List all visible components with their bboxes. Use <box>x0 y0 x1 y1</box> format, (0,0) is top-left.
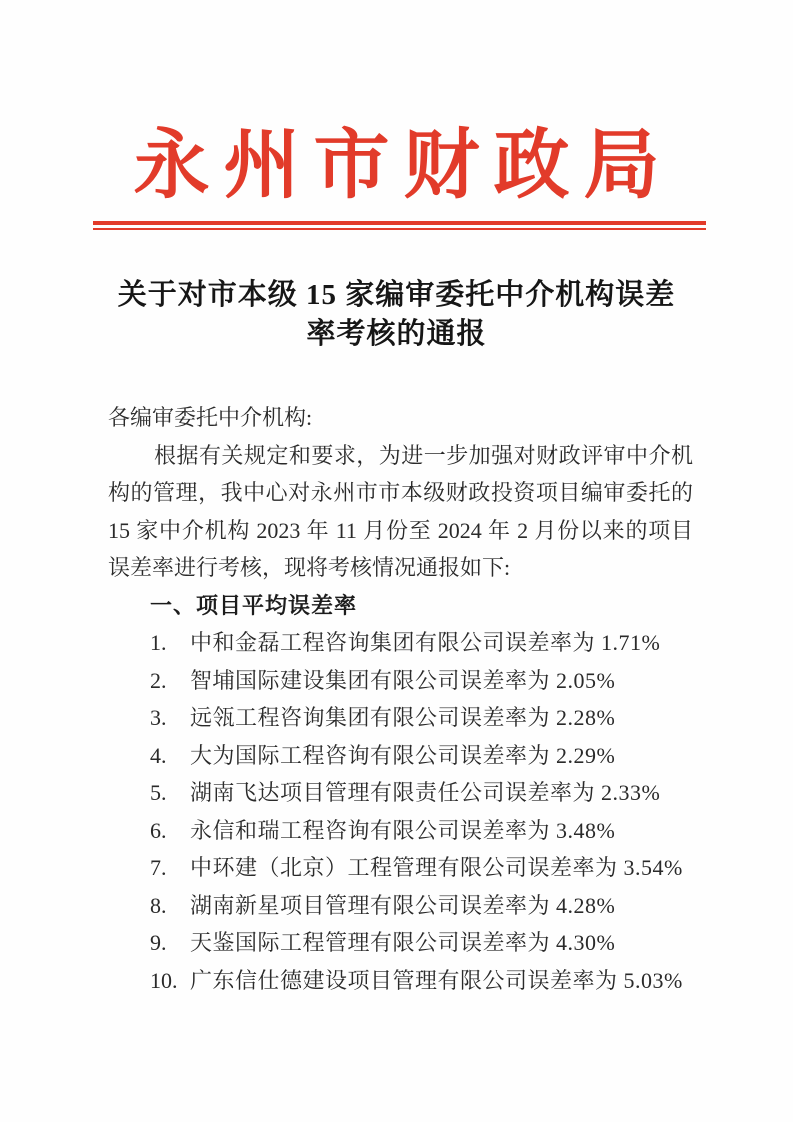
list-item-text: 天鉴国际工程管理有限公司误差率为 4.30% <box>190 930 616 955</box>
list-item-4 <box>108 737 693 775</box>
section-heading: 一、项目平均误差率 <box>150 592 358 618</box>
list-item-number: 4. <box>150 742 167 768</box>
list-item-number: 9. <box>150 930 167 955</box>
document-title-line1: 关于对市本级 15 家编审委托中介机构误差 <box>117 279 676 311</box>
paragraph-line-2: 构的管理，我中心对永州市市本级财政投资项目编审委托的 <box>108 480 693 505</box>
list-item-2 <box>108 662 693 700</box>
list-item-number: 6. <box>150 817 167 843</box>
list-item-7 <box>108 849 693 887</box>
paragraph-line-1: 根据有关规定和要求，为进一步加强对财政评审中介机 <box>154 442 693 468</box>
document-title-line2: 率考核的通报 <box>306 318 487 350</box>
list-item-number: 8. <box>150 892 167 918</box>
list-item-text: 湖南新星项目管理有限公司误差率为 4.28% <box>190 892 616 918</box>
salutation: 各编审委托中介机构: <box>108 405 313 430</box>
list-item-number: 10. <box>150 967 178 993</box>
list-item-5 <box>108 774 693 812</box>
list-item-9 <box>108 924 693 962</box>
list-item-1 <box>108 624 693 662</box>
document-body <box>108 399 693 999</box>
letterhead-separator-line <box>93 221 706 230</box>
list-item-text: 湖南飞达项目管理有限责任公司误差率为 2.33% <box>190 780 661 805</box>
list-item-6 <box>108 812 693 850</box>
list-item-text: 远瓴工程咨询集团有限公司误差率为 2.28% <box>190 705 616 730</box>
list-item-text: 中和金磊工程咨询集团有限公司误差率为 1.71% <box>190 630 661 655</box>
paragraph-line-4: 误差率进行考核，现将考核情况通报如下: <box>108 555 511 580</box>
document-title <box>0 276 793 354</box>
list-item-text: 大为国际工程咨询有限公司误差率为 2.29% <box>190 742 616 768</box>
list-item-number: 7. <box>150 855 167 880</box>
letterhead-org-name: 永州市财政局 <box>133 124 674 208</box>
list-item-text: 广东信仕德建设项目管理有限公司误差率为 5.03% <box>190 967 683 993</box>
list-item-text: 中环建（北京）工程管理有限公司误差率为 3.54% <box>190 855 683 880</box>
list-item-8 <box>108 887 693 925</box>
list-item-10 <box>108 962 693 1000</box>
list-item-3 <box>108 699 693 737</box>
list-item-text: 永信和瑞工程咨询有限公司误差率为 3.48% <box>190 817 616 843</box>
list-item-number: 3. <box>150 705 167 730</box>
paragraph-line-3: 15 家中介机构 2023 年 11 月份至 2024 年 2 月份以来的项目 <box>108 517 693 543</box>
list-item-text: 智埔国际建设集团有限公司误差率为 2.05% <box>190 667 616 693</box>
list-item-number: 1. <box>150 630 167 655</box>
list-item-number: 2. <box>150 667 167 693</box>
list-item-number: 5. <box>150 780 167 805</box>
